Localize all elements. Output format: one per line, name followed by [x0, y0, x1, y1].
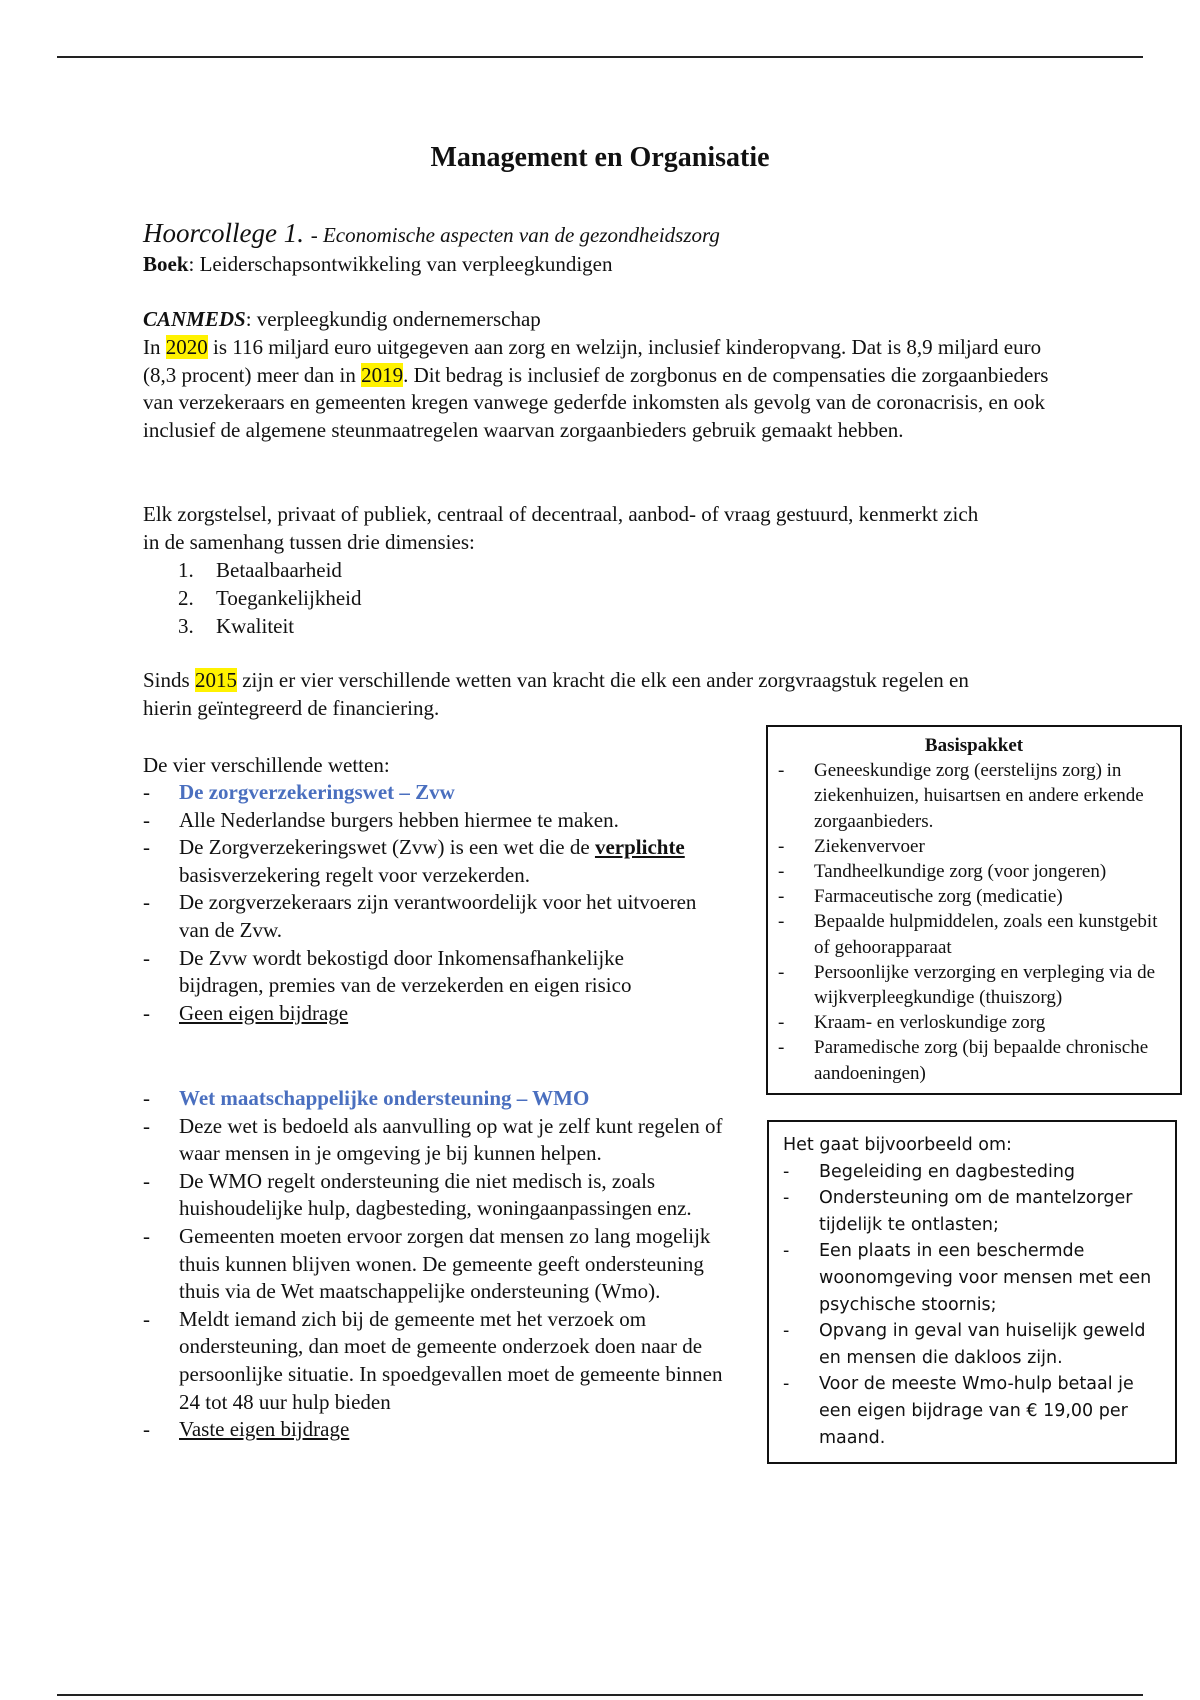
- list-item: - De Zorgverzekeringswet (Zvw) is een wet die de verplichte basisverzekering regelt voor verzekerden.: [143, 835, 685, 887]
- list-item: - Opvang in geval van huiselijk geweld en mensen die dakloos zijn.: [783, 1321, 1146, 1368]
- book-text: : Leiderschapsontwikkeling van verpleegkundigen: [188, 252, 613, 276]
- laws-paragraph: [143, 667, 1023, 722]
- list-item: - Geneeskundige zorg (eerstelijns zorg) in ziekenhuizen, huisartsen en andere erkende zorgaanbieders.: [778, 760, 1144, 832]
- verplichte-emphasis: verplichte: [594, 835, 685, 860]
- top-rule: [57, 56, 1143, 58]
- p3-text-b: zijn er vier verschillende wetten van kracht die elk een ander zorgvraagstuk regelen en hierin geïntegreerd de financiering.: [143, 668, 969, 720]
- list-item: - Persoonlijke verzorging en verpleging via de wijkverpleegkundige (thuiszorg): [778, 961, 1156, 1009]
- zorgstelsel-paragraph: Elk zorgstelsel, privaat of publiek, centraal of decentraal, aanbod- of vraag gestuurd, kenmerkt zich in de samenhang tussen drie dimensies:: [143, 502, 979, 554]
- list-item: - Gemeenten moeten ervoor zorgen dat mensen zo lang mogelijk thuis kunnen blijven wonen. De gemeente geeft ondersteuning thuis via de Wet maatschappelijke ondersteuning (Wmo).: [143, 1223, 711, 1304]
- list-item: - Tandheelkundige zorg (voor jongeren): [778, 861, 1107, 883]
- wmo-examples-intro: Het gaat bijvoorbeeld om:: [783, 1135, 1012, 1155]
- page-title: Management en Organisatie: [430, 142, 770, 173]
- list-item: - Bepaalde hulpmiddelen, zoals een kunstgebit of gehoorapparaat: [778, 911, 1158, 958]
- list-item: - Kraam- en verloskundige zorg: [778, 1012, 1046, 1034]
- canmeds-label: CANMEDS: [143, 307, 246, 331]
- zvw-heading: De zorgverzekeringswet – Zvw: [179, 780, 455, 804]
- list-item: - Ondersteuning om de mantelzorger tijdelijk te ontlasten;: [783, 1188, 1133, 1235]
- lecture-title: Hoorcollege 1.: [143, 218, 304, 248]
- list-item: - Farmaceutische zorg (medicatie): [778, 886, 1063, 908]
- list-item: - De WMO regelt ondersteuning die niet medisch is, zoals huishoudelijke hulp, dagbesteding, woningaanpassingen enz.: [143, 1168, 692, 1221]
- zvw-list: [143, 779, 703, 1027]
- list-item: - De zorgverzekeraars zijn verantwoordelijk voor het uitvoeren van de Zvw.: [143, 890, 697, 942]
- lecture-subtitle: - Economische aspecten van de gezondheidszorg: [310, 223, 720, 247]
- canmeds-line: [143, 306, 1063, 334]
- year-2020-highlight: 2020: [165, 335, 208, 359]
- list-item: - De Zvw wordt bekostigd door Inkomensafhankelijke bijdragen, premies van de verzekerden en eigen risico: [143, 945, 632, 998]
- list-item: - Vaste eigen bijdrage: [143, 1417, 350, 1442]
- list-item: - Paramedische zorg (bij bepaalde chronische aandoeningen): [778, 1037, 1149, 1084]
- list-item: 2. Toegankelijkheid: [178, 586, 362, 610]
- year-2019-highlight: 2019: [361, 362, 404, 387]
- lecture-heading: [143, 218, 720, 249]
- p3-text-a: Sinds: [143, 668, 195, 692]
- book-line: [143, 252, 612, 277]
- list-item: 1. Betaalbaarheid: [178, 558, 342, 582]
- list-item: - Begeleiding en dagbesteding: [783, 1161, 1076, 1182]
- p1-text-c: . Dit bedrag is inclusief de zorgbonus en de compensaties die zorgaanbieders van verzekeraars en gemeenten kregen vanwege gederfde inkomsten als gevolg van de coronacrisis, en ook inclusief de algemene steunmaatregelen waarvan zorgaanbieders gebruik gemaakt hebben.: [143, 362, 1049, 442]
- list-item: - Meldt iemand zich bij de gemeente met het verzoek om ondersteuning, dan moet de gemeente onderzoek doen naar de persoonlijke situatie. In spoedgevallen moet de gemeente binnen 24 tot 48 uur hulp bieden: [143, 1306, 723, 1414]
- list-item: - Ziekenvervoer: [778, 835, 925, 857]
- wmo-heading: Wet maatschappelijke ondersteuning – WMO: [179, 1086, 590, 1110]
- p1-text-b: is 116 miljard euro uitgegeven aan zorg en welzijn, inclusief kinderopvang. Dat is 8,9 miljard euro (8,3 procent) meer dan in: [143, 335, 1042, 387]
- year-2015-highlight: 2015: [194, 668, 237, 692]
- dimensions-list: [178, 556, 361, 640]
- list-item: - Wet maatschappelijke ondersteuning – WMO: [143, 1085, 733, 1113]
- list-item: - Alle Nederlandse burgers hebben hiermee te maken.: [143, 807, 619, 832]
- basispakket-box: [766, 725, 1182, 1095]
- list-item: - Geen eigen bijdrage: [143, 1000, 349, 1025]
- canmeds-text: : verpleegkundig ondernemerschap: [245, 307, 541, 331]
- book-label: Boek: [143, 252, 189, 276]
- list-item: 3. Kwaliteit: [178, 614, 295, 638]
- list-item: - De zorgverzekeringswet – Zvw: [143, 779, 703, 807]
- p1-text-a: In: [143, 335, 166, 359]
- list-item: - Voor de meeste Wmo-hulp betaal je een eigen bijdrage van € 19,00 per maand.: [783, 1374, 1134, 1448]
- basispakket-heading: Basispakket: [924, 735, 1024, 756]
- list-item: - Deze wet is bedoeld als aanvulling op wat je zelf kunt regelen of waar mensen in je omgeving je bij kunnen helpen.: [143, 1113, 723, 1166]
- list-item: - Een plaats in een beschermde woonomgeving voor mensen met een psychische stoornis;: [783, 1241, 1152, 1315]
- wmo-list: [143, 1085, 733, 1444]
- laws-intro: De vier verschillende wetten:: [143, 753, 390, 777]
- bottom-rule: [57, 1694, 1143, 1696]
- wmo-examples-box: [767, 1120, 1177, 1464]
- spending-paragraph: [143, 334, 1063, 444]
